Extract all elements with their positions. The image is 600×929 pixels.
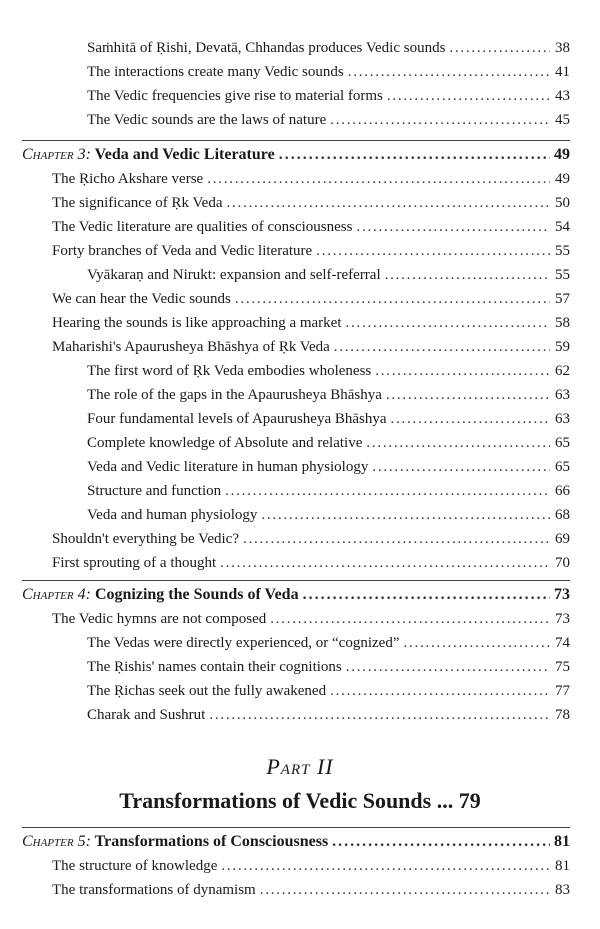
toc-entry[interactable]	[87, 504, 570, 526]
toc-entry[interactable]	[87, 656, 570, 678]
entry-page-number: 65	[555, 435, 570, 451]
leader-dots	[225, 480, 550, 502]
toc-entry[interactable]	[87, 109, 570, 131]
entry-page-number: 63	[555, 387, 570, 403]
entry-title: The Vedic hymns are not composed	[52, 611, 267, 627]
chapter-page-number: 81	[554, 833, 570, 850]
entry-title: First sprouting of a thought	[52, 555, 217, 571]
toc-entry[interactable]	[87, 680, 570, 702]
chapter-page-number: 49	[554, 146, 570, 163]
entry-title: Maharishi's Apaurusheya Bhāshya of Ṛk Veda	[52, 339, 330, 355]
chapter-prefix: Chapter 5:	[22, 833, 91, 850]
entry-page-number: 43	[555, 88, 570, 104]
entry-page-number: 81	[555, 858, 570, 874]
entry-page-number: 83	[555, 882, 570, 898]
chapter-title: Cognizing the Sounds of Veda	[94, 586, 299, 603]
leader-dots	[348, 61, 550, 83]
toc-entry[interactable]	[52, 608, 570, 630]
chapter-5-heading[interactable]	[22, 831, 570, 853]
entry-title: Veda and Vedic literature in human physiology	[87, 459, 369, 475]
entry-title: The Ṛishis' names contain their cognitions	[87, 659, 342, 675]
entry-page-number: 75	[555, 659, 570, 675]
toc-entry[interactable]	[52, 855, 570, 877]
toc-entry[interactable]	[87, 264, 570, 286]
leader-dots	[375, 360, 550, 382]
leader-dots	[207, 168, 550, 190]
entry-title: We can hear the Vedic sounds	[52, 291, 231, 307]
entry-page-number: 66	[555, 483, 570, 499]
entry-title: Vyākaraṇ and Nirukt: expansion and self-referral	[87, 267, 381, 283]
entry-page-number: 49	[555, 171, 570, 187]
toc-entry[interactable]	[52, 192, 570, 214]
chapter-prefix: Chapter 4:	[22, 586, 91, 603]
leader-dots	[235, 288, 550, 310]
leader-dots	[391, 408, 550, 430]
leader-dots	[221, 855, 550, 877]
chapter-title: Transformations of Consciousness	[94, 833, 329, 850]
toc-entry[interactable]	[87, 85, 570, 107]
toc-entry[interactable]	[87, 360, 570, 382]
part-title[interactable]: Transformations of Vedic Sounds ... 79	[119, 788, 481, 813]
leader-dots	[330, 680, 550, 702]
entry-title: The role of the gaps in the Apaurusheya Bhāshya	[87, 387, 382, 403]
entry-title: Four fundamental levels of Apaurusheya Bhāshya	[87, 411, 387, 427]
entry-page-number: 65	[555, 459, 570, 475]
chapter-4-heading[interactable]	[22, 584, 570, 606]
leader-dots	[387, 85, 550, 107]
entry-page-number: 54	[555, 219, 570, 235]
toc-entry[interactable]	[87, 408, 570, 430]
entry-title: Charak and Sushrut	[87, 707, 206, 723]
entry-title: The significance of Ṛk Veda	[52, 195, 223, 211]
toc-entry[interactable]	[87, 432, 570, 454]
leader-dots	[403, 632, 550, 654]
entry-title: The Vedas were directly experienced, or “cognized”	[87, 635, 400, 651]
toc-entry[interactable]	[52, 168, 570, 190]
toc-entry[interactable]	[87, 704, 570, 726]
entry-title: Veda and human physiology	[87, 507, 258, 523]
entry-title: The Vedic frequencies give rise to material forms	[87, 88, 383, 104]
entry-page-number: 41	[555, 64, 570, 80]
entry-title: Structure and function	[87, 483, 222, 499]
leader-dots	[243, 528, 550, 550]
toc-entry[interactable]	[52, 879, 570, 901]
toc-entry[interactable]	[87, 61, 570, 83]
toc-entry[interactable]	[52, 552, 570, 574]
toc-entry[interactable]	[87, 480, 570, 502]
entry-title: The Vedic literature are qualities of consciousness	[52, 219, 353, 235]
entry-title: Saṁhitā of Ṛishi, Devatā, Chhandas produces Vedic sounds	[87, 40, 446, 56]
chapter-title: Veda and Vedic Literature	[94, 146, 275, 163]
section-divider	[22, 580, 570, 581]
leader-dots	[356, 216, 550, 238]
leader-dots	[220, 552, 550, 574]
leader-dots	[366, 432, 550, 454]
entry-title: Shouldn't everything be Vedic?	[52, 531, 239, 547]
entry-title: Forty branches of Veda and Vedic literature	[52, 243, 313, 259]
entry-title: The interactions create many Vedic sounds	[87, 64, 344, 80]
leader-dots	[260, 879, 550, 901]
leader-dots	[330, 109, 550, 131]
leader-dots	[449, 37, 550, 59]
entry-title: The structure of knowledge	[52, 858, 218, 874]
entry-page-number: 69	[555, 531, 570, 547]
leader-dots	[227, 192, 550, 214]
leader-dots	[209, 704, 550, 726]
entry-title: The first word of Ṛk Veda embodies wholeness	[87, 363, 372, 379]
toc-entry[interactable]	[52, 288, 570, 310]
section-divider	[22, 140, 570, 141]
toc-entry[interactable]	[52, 240, 570, 262]
toc-entry[interactable]	[52, 336, 570, 358]
leader-dots	[270, 608, 550, 630]
entry-page-number: 38	[555, 40, 570, 56]
leader-dots	[261, 504, 550, 526]
toc-entry[interactable]	[87, 37, 570, 59]
entry-page-number: 73	[555, 611, 570, 627]
entry-page-number: 77	[555, 683, 570, 699]
entry-page-number: 55	[555, 243, 570, 259]
leader-dots	[316, 240, 550, 262]
entry-title: Complete knowledge of Absolute and relative	[87, 435, 363, 451]
entry-page-number: 62	[555, 363, 570, 379]
entry-page-number: 55	[555, 267, 570, 283]
entry-page-number: 63	[555, 411, 570, 427]
toc-entry[interactable]	[87, 384, 570, 406]
entry-page-number: 58	[555, 315, 570, 331]
leader-dots	[332, 831, 550, 853]
leader-dots	[372, 456, 550, 478]
section-divider	[22, 827, 570, 828]
entry-page-number: 57	[555, 291, 570, 307]
entry-page-number: 59	[555, 339, 570, 355]
toc-entry[interactable]	[52, 312, 570, 334]
leader-dots	[386, 384, 550, 406]
toc-entry[interactable]	[52, 528, 570, 550]
entry-page-number: 68	[555, 507, 570, 523]
leader-dots	[279, 144, 550, 166]
leader-dots	[334, 336, 550, 358]
leader-dots	[385, 264, 550, 286]
entry-page-number: 74	[555, 635, 570, 651]
leader-dots	[346, 312, 551, 334]
leader-dots	[346, 656, 550, 678]
toc-entry[interactable]	[87, 632, 570, 654]
entry-title: The Ṛichas seek out the fully awakened	[87, 683, 327, 699]
toc-entry[interactable]	[87, 456, 570, 478]
entry-page-number: 78	[555, 707, 570, 723]
entry-title: Hearing the sounds is like approaching a market	[52, 315, 342, 331]
part-label: Part II	[266, 754, 334, 779]
entry-page-number: 45	[555, 112, 570, 128]
entry-title: The transformations of dynamism	[52, 882, 256, 898]
chapter-3-heading[interactable]	[22, 144, 570, 166]
chapter-prefix: Chapter 3:	[22, 146, 91, 163]
toc-entry[interactable]	[52, 216, 570, 238]
entry-title: The Vedic sounds are the laws of nature	[87, 112, 327, 128]
leader-dots	[303, 584, 550, 606]
chapter-page-number: 73	[554, 586, 570, 603]
entry-title: The Ṛicho Akshare verse	[52, 171, 204, 187]
entry-page-number: 70	[555, 555, 570, 571]
entry-page-number: 50	[555, 195, 570, 211]
